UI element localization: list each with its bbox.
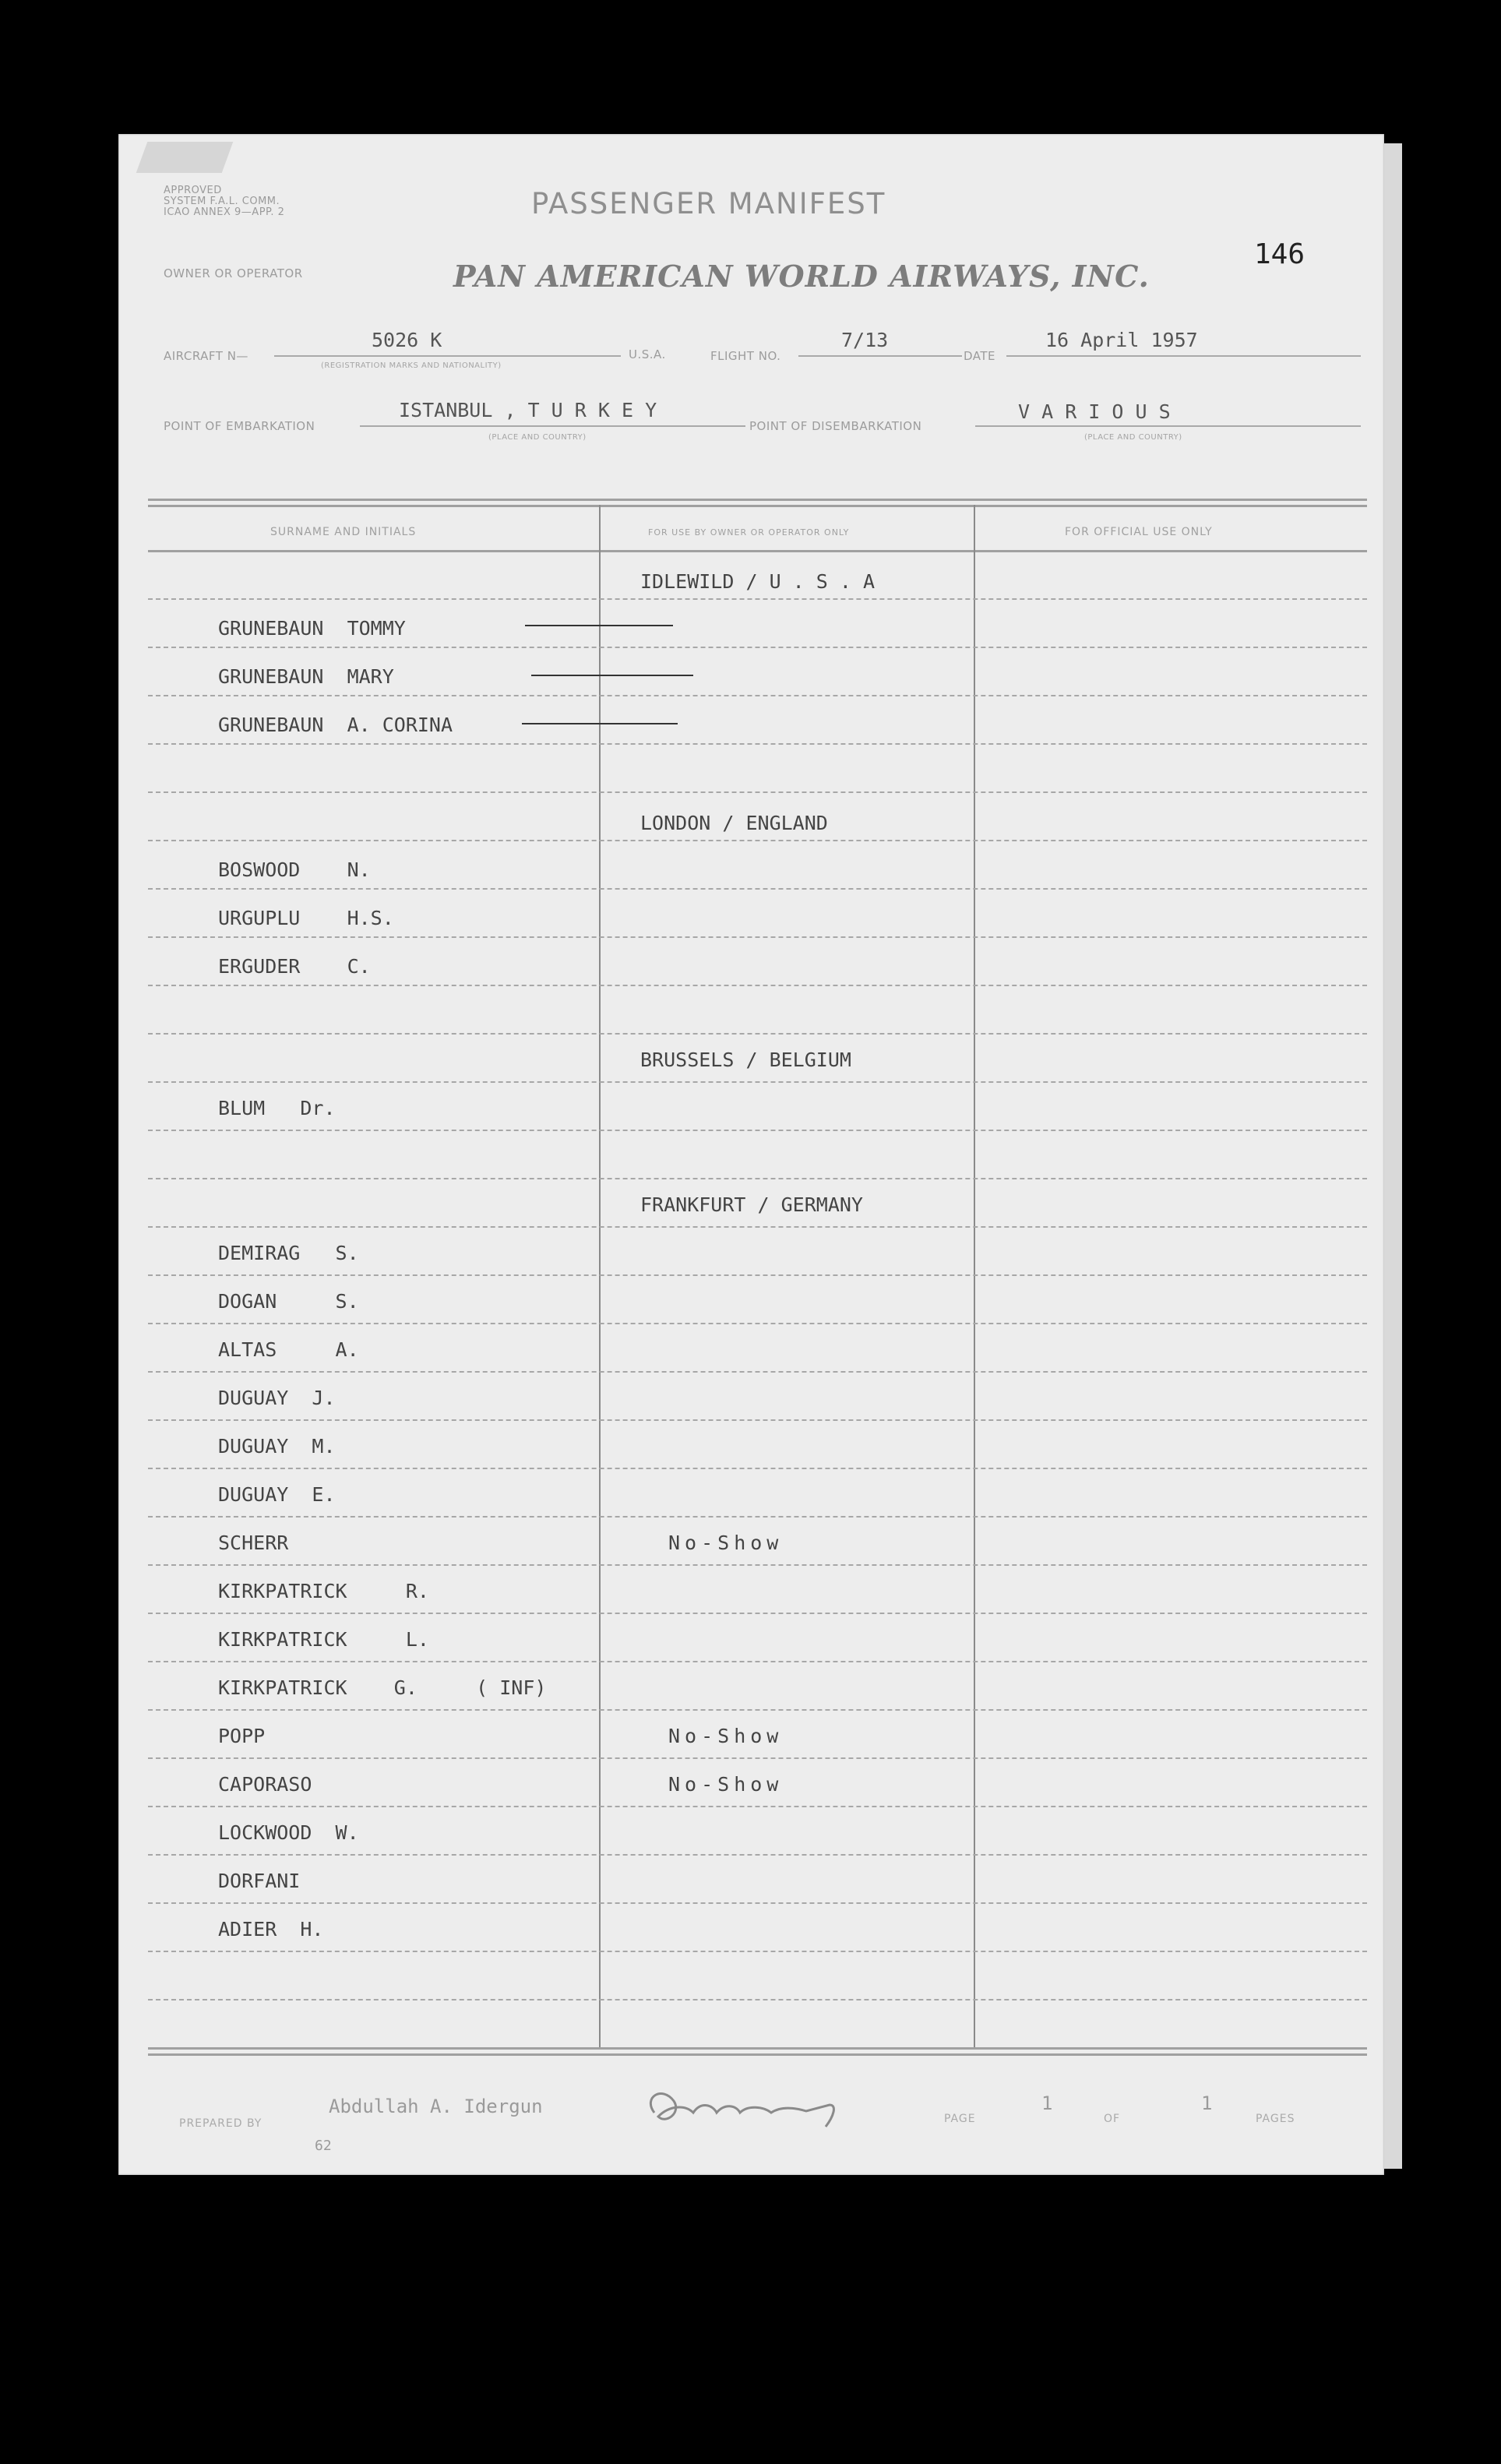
table-bottom-rule-2	[148, 2053, 1367, 2056]
column-divider-2	[974, 505, 975, 2047]
row-rule	[148, 1806, 1367, 1807]
passenger-name: DUGUAY E.	[218, 1483, 336, 1506]
row-rule	[148, 1033, 1367, 1035]
passenger-name: ERGUDER C.	[218, 955, 371, 978]
no-show-remark: No-Show	[668, 1773, 784, 1796]
row-rule	[148, 598, 1367, 600]
header-bottom-rule	[148, 550, 1367, 552]
operator-name: PAN AMERICAN WORLD AIRWAYS, INC.	[453, 259, 1150, 294]
embark-label: POINT OF EMBARKATION	[164, 419, 315, 433]
passenger-name: DOGAN S.	[218, 1290, 359, 1313]
passenger-name: URGUPLU H.S.	[218, 907, 394, 929]
row-rule	[148, 1516, 1367, 1518]
flight-value: 7/13	[841, 329, 889, 351]
row-rule	[148, 647, 1367, 648]
owner-label: OWNER OR OPERATOR	[164, 266, 303, 280]
approval-block	[164, 185, 284, 218]
row-rule	[148, 1468, 1367, 1469]
table-bottom-rule	[148, 2047, 1367, 2050]
of-value: 1	[1201, 2092, 1213, 2114]
row-rule	[148, 791, 1367, 793]
passenger-name: LOCKWOOD W.	[218, 1821, 359, 1844]
destination-brussels: BRUSSELS / BELGIUM	[640, 1049, 851, 1071]
row-rule	[148, 888, 1367, 890]
of-label: OF	[1104, 2113, 1121, 2125]
passenger-name: BLUM Dr.	[218, 1097, 336, 1119]
row-rule	[148, 695, 1367, 696]
passenger-name: DEMIRAG S.	[218, 1242, 359, 1264]
pen-stroke	[525, 625, 673, 626]
folded-corner	[136, 142, 234, 173]
row-rule	[148, 1613, 1367, 1614]
page-value: 1	[1041, 2092, 1053, 2114]
passenger-name: DORFANI	[218, 1870, 301, 1892]
passenger-name: ALTAS A.	[218, 1338, 359, 1361]
column-header-official-use: FOR OFFICIAL USE ONLY	[1065, 526, 1213, 538]
approval-line: APPROVED	[164, 185, 222, 196]
aircraft-value: 5026 K	[372, 329, 442, 351]
column-header-owner-use: FOR USE BY OWNER OR OPERATOR ONLY	[648, 527, 850, 538]
row-rule	[148, 985, 1367, 986]
row-rule	[148, 743, 1367, 745]
approval-line: ICAO ANNEX 9—APP. 2	[164, 206, 285, 218]
row-rule	[148, 1902, 1367, 1904]
passenger-name: ADIER H.	[218, 1918, 324, 1941]
page-label: PAGE	[944, 2113, 976, 2125]
row-rule	[148, 1130, 1367, 1131]
flight-label: FLIGHT NO.	[710, 349, 781, 363]
embark-underline	[360, 425, 745, 427]
passenger-name: BOSWOOD N.	[218, 858, 371, 881]
embark-caption: (PLACE AND COUNTRY)	[488, 433, 587, 442]
aircraft-label: AIRCRAFT N—	[164, 349, 248, 363]
date-underline	[1006, 355, 1361, 357]
no-show-remark: No-Show	[668, 1532, 784, 1554]
row-rule	[148, 1951, 1367, 1952]
destination-london: LONDON / ENGLAND	[640, 812, 828, 834]
pages-label: PAGES	[1256, 2113, 1295, 2125]
column-header-surname: SURNAME AND INITIALS	[270, 526, 417, 538]
table-top-rule	[148, 499, 1367, 501]
disembark-label: POINT OF DISEMBARKATION	[749, 419, 922, 433]
flight-underline	[798, 355, 962, 357]
passenger-name: GRUNEBAUN TOMMY	[218, 617, 406, 640]
manifest-sheet	[118, 134, 1384, 2175]
form-stamp: 62	[315, 2138, 332, 2154]
pen-stroke	[522, 723, 678, 724]
date-value: 16 April 1957	[1045, 329, 1198, 351]
page-number: 146	[1254, 238, 1305, 270]
row-rule	[148, 1419, 1367, 1421]
row-rule	[148, 1661, 1367, 1662]
passenger-name: DUGUAY J.	[218, 1387, 336, 1409]
form-title: PASSENGER MANIFEST	[531, 187, 886, 220]
row-rule	[148, 1323, 1367, 1324]
row-rule	[148, 1999, 1367, 2000]
row-rule	[148, 1178, 1367, 1179]
column-divider-1	[599, 505, 601, 2047]
approval-line: SYSTEM F.A.L. COMM.	[164, 196, 280, 207]
passenger-name: KIRKPATRICK G. ( INF)	[218, 1676, 547, 1699]
row-rule	[148, 1709, 1367, 1711]
row-rule	[148, 1081, 1367, 1083]
passenger-name: SCHERR	[218, 1532, 289, 1554]
passenger-name: DUGUAY M.	[218, 1435, 336, 1458]
row-rule	[148, 1757, 1367, 1759]
embark-value: ISTANBUL , T U R K E Y	[399, 399, 657, 421]
passenger-name: KIRKPATRICK L.	[218, 1628, 429, 1651]
passenger-name: CAPORASO	[218, 1773, 312, 1796]
passenger-name: GRUNEBAUN A. CORINA	[218, 714, 453, 736]
no-show-remark: No-Show	[668, 1725, 784, 1747]
usa-label: U.S.A.	[629, 347, 666, 361]
signature	[639, 2082, 872, 2136]
passenger-name: GRUNEBAUN MARY	[218, 665, 394, 688]
row-rule	[148, 840, 1367, 841]
row-rule	[148, 1371, 1367, 1373]
disembark-value: V A R I O U S	[1018, 400, 1171, 423]
registration-caption: (REGISTRATION MARKS AND NATIONALITY)	[321, 361, 502, 370]
row-rule	[148, 1274, 1367, 1276]
disembark-underline	[975, 425, 1361, 427]
destination-frankfurt: FRANKFURT / GERMANY	[640, 1193, 863, 1216]
aircraft-underline	[274, 355, 621, 357]
pen-stroke	[531, 675, 693, 676]
row-rule	[148, 1854, 1367, 1856]
destination-idlewild: IDLEWILD / U . S . A	[640, 570, 876, 593]
disembark-caption: (PLACE AND COUNTRY)	[1084, 433, 1182, 442]
prepared-by-value: Abdullah A. Idergun	[329, 2096, 543, 2117]
date-label: DATE	[964, 349, 996, 363]
prepared-by-label: PREPARED BY	[179, 2117, 262, 2130]
table-top-rule-2	[148, 505, 1367, 507]
row-rule	[148, 1226, 1367, 1228]
passenger-name: KIRKPATRICK R.	[218, 1580, 429, 1602]
row-rule	[148, 1564, 1367, 1566]
passenger-name: POPP	[218, 1725, 266, 1747]
row-rule	[148, 936, 1367, 938]
